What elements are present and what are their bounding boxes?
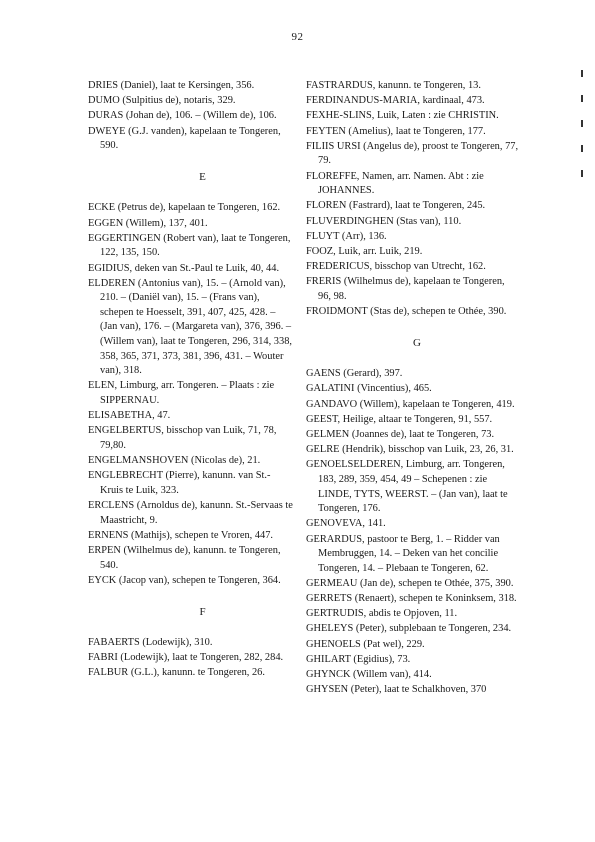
scan-mark <box>581 145 583 152</box>
index-entry: GERTRUDIS, abdis te Opjoven, 11. <box>306 608 458 620</box>
index-entry: FEXHE-SLINS, Luik, Laten : zie CHRISTIN. <box>306 110 499 122</box>
index-entry: GHENOELS (Pat wel), 229. <box>306 638 425 650</box>
index-entry: GALATINI (Vincentius), 465. <box>306 383 432 395</box>
index-entry: DURAS (Johan de), 106. – (Willem de), 106. <box>88 110 277 122</box>
index-entry: FABAERTS (Lodewijk), 310. <box>88 637 213 649</box>
index-entry: DRIES (Daniel), laat te Kersingen, 356. <box>88 80 255 91</box>
index-entry: FLOREN (Fastrard), laat te Tongeren, 245. <box>306 200 486 212</box>
index-entry: FROIDMONT (Stas de), schepen te Othée, 390. <box>306 306 507 318</box>
index-entry: GENOELSELDEREN, Limburg, arr. Tongeren, 183, 289, 359, 454, 49 – Schepenen : zie LINDE, TYTS, WEERST. – (Jan van), laat te Tongeren, 176. <box>306 459 508 515</box>
page-number: 92 <box>291 31 304 43</box>
index-entry: ENGLEBRECHT (Pierre), kanunn. van St.-Kruis te Luik, 323. <box>88 470 271 496</box>
index-entry: GERARDUS, pastoor te Berg, 1. – Ridder van Membruggen, 14. – Deken van het concilie Tongeren, 14. – Plebaan te Tongeren, 62. <box>306 533 500 574</box>
index-entry: FLUVERDINGHEN (Stas van), 110. <box>306 215 462 227</box>
index-entry: FASTRARDUS, kanunn. te Tongeren, 13. <box>306 80 481 91</box>
scan-mark <box>581 170 583 177</box>
section-letter-heading: E <box>199 170 206 183</box>
index-entry: ERCLENS (Arnoldus de), kanunn. St.-Servaas te Maastricht, 9. <box>88 500 293 526</box>
index-column-left <box>88 79 293 682</box>
index-entry: GHELEYS (Peter), subplebaan te Tongeren, 234. <box>306 623 512 635</box>
index-entry: GEEST, Heilige, altaar te Tongeren, 91, 557. <box>306 413 493 425</box>
index-entry: GAENS (Gerard), 397. <box>306 368 403 380</box>
index-entry: FERDINANDUS-MARIA, kardinaal, 473. <box>306 95 485 107</box>
index-entry: GERMEAU (Jan de), schepen te Othée, 375, 390. <box>306 577 514 589</box>
index-entry: GERRETS (Renaert), schepen te Koninksem, 318. <box>306 593 517 605</box>
index-entry: GHYSEN (Peter), laat te Schalkhoven, 370 <box>306 684 487 696</box>
index-entry: ELISABETHA, 47. <box>88 410 171 422</box>
index-entry: GELRE (Hendrik), bisschop van Luik, 23, 26, 31. <box>306 444 514 456</box>
index-entry: ENGELBERTUS, bisschop van Luik, 71, 78, 79,80. <box>88 425 277 451</box>
index-entry: FALBUR (G.L.), kanunn. te Tongeren, 26. <box>88 667 265 679</box>
index-entry: GHYNCK (Willem van), 414. <box>306 669 432 680</box>
section-letter-heading: G <box>413 336 421 349</box>
index-entry: GELMEN (Joannes de), laat te Tongeren, 73. <box>306 428 495 440</box>
index-entry: ENGELMANSHOVEN (Nicolas de), 21. <box>88 455 261 467</box>
index-entry: GANDAVO (Willem), kapelaan te Tongeren, 419. <box>306 398 515 410</box>
index-entry: ERNENS (Mathijs), schepen te Vroren, 447. <box>88 529 274 541</box>
scan-edge-marks <box>579 70 585 220</box>
index-entry: FREDERICUS, bisschop van Utrecht, 162. <box>306 261 486 273</box>
index-entry: FLUYT (Arr), 136. <box>306 230 387 242</box>
index-entry: GHILART (Egidius), 73. <box>306 653 411 665</box>
index-entry: ELEN, Limburg, arr. Tongeren. – Plaats : zie SIPPERNAU. <box>88 380 275 407</box>
section-letter-heading: F <box>199 605 206 618</box>
index-entry: DWEYE (G.J. vanden), kapelaan te Tongeren, 590. <box>88 125 281 152</box>
scan-mark <box>581 70 583 77</box>
scan-mark <box>581 120 583 127</box>
index-entry: EGIDIUS, deken van St.-Paul te Luik, 40, 44. <box>88 262 280 274</box>
scan-mark <box>581 95 583 102</box>
index-entry: EGGEN (Willem), 137, 401. <box>88 217 208 229</box>
index-entry: ECKE (Petrus de), kapelaan te Tongeren, 162. <box>88 202 281 214</box>
index-entry: EGGERTINGEN (Robert van), laat te Tongeren, 122, 135, 150. <box>88 232 291 259</box>
index-entry: FLOREFFE, Namen, arr. Namen. Abt : zie JOHANNES. <box>306 170 484 197</box>
index-entry: ELDEREN (Antonius van), 15. – (Arnold van), 210. – (Daniël van), 15. – (Frans van), schepen te Hoesselt, 391, 407, 425, 428. – (Jan van), 176. – (Margareta van), 376, 396. – (Willem van), laat te Tongeren, 296, 314, 338, 358, 365, 371, 373, 381, 396, 431. – Wouter van), 318. <box>88 277 292 377</box>
index-entry: GENOVEVA, 141. <box>306 518 386 530</box>
index-entry: ERPEN (Wilhelmus de), kanunn. te Tongeren, 540. <box>88 545 281 571</box>
index-entry: FOOZ, Luik, arr. Luik, 219. <box>306 245 423 257</box>
index-entry: FABRI (Lodewijk), laat te Tongeren, 282, 284. <box>88 652 284 664</box>
index-entry: EYCK (Jacop van), schepen te Tongeren, 364. <box>88 574 281 586</box>
index-column-right <box>306 79 520 698</box>
index-entry: DUMO (Sulpitius de), notaris, 329. <box>88 95 236 107</box>
index-entry: FEYTEN (Amelius), laat te Tongeren, 177. <box>306 125 486 137</box>
index-entry: FILIIS URSI (Angelus de), proost te Tongeren, 77, 79. <box>306 140 519 167</box>
index-entry: FRERIS (Wilhelmus de), kapelaan te Tongeren, 96, 98. <box>306 276 505 302</box>
